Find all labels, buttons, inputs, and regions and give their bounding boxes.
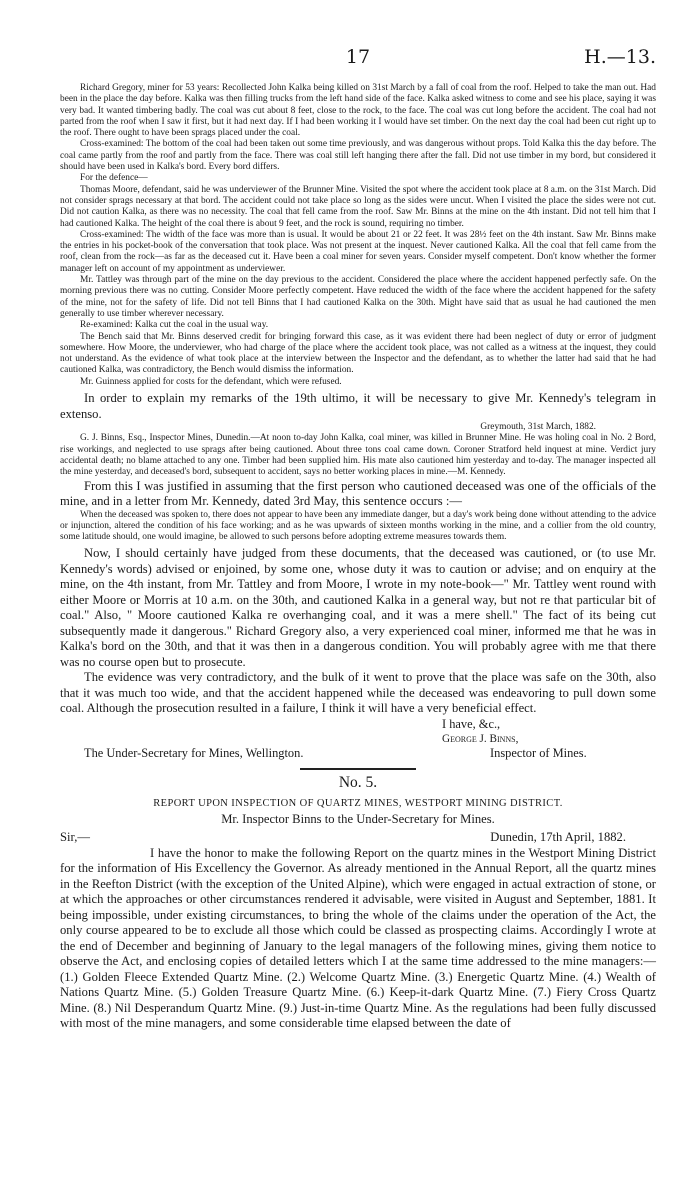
evidence-paragraph: Re-examined: Kalka cut the coal in the usual way. bbox=[80, 320, 269, 331]
report-date: Dunedin, 17th April, 1882. bbox=[490, 829, 626, 844]
report-heading: REPORT UPON INSPECTION OF QUARTZ MINES, WESTPORT MINING DISTRICT. bbox=[153, 797, 563, 809]
telegram-dateline: Greymouth, 31st March, 1882. bbox=[480, 422, 596, 433]
report-body: I have the honor to make the following Report on the quartz mines in the Westport Mining District for the information of His Excellency the Governor. As already mentioned in the Annual Report, all the quartz mines in the Reefton District (with the exception of the United Alpine), which were engaged in actual extraction of stone, or at which the approaches or other circumstances rendered it advisable, were visited in August and September, 1881. It being impossible, under existing circumstances, to bring the whole of the claims under the operation of the Act, the only course appeared to be to exclude all those which could be classed as prospecting claims. Accordingly I wrote at the end of December and beginning of January to the legal managers of the following mines, giving them notice to observe the Act, and enclosing copies of detailed letters which I at the same time addressed to the mine managers:—(1.) Golden Fleece Extended Quartz Mine. (2.) Welcome Quartz Mine. (3.) Energetic Quartz Mine. (4.) Wealth of Nations Quartz Mine. (5.) Golden Treasure Quartz Mine. (6.) Keep-it-dark Quartz Mine. (7.) Fiery Cross Quartz Mine. (8.) Nil Desperandum Quartz Mine. (9.) Just-in-time Quartz Mine. As the regulations had been fully discussed with most of the mine managers, and some considerable time elapsed between the date of bbox=[60, 845, 656, 1031]
page-content bbox=[60, 83, 656, 1032]
explanation-paragraph: In order to explain my remarks of the 19th ultimo, it will be necessary to give Mr. Kennedy's telegram in extenso. bbox=[60, 391, 656, 421]
letter-quote: When the deceased was spoken to, there does not appear to have been any immediate danger, but a day's work being done without attending to the advice or injunction, altered the condition of his face working; and as he was upwards of sixteen months working in the mine, and a collier from the old country, some latitude should, one would imagine, be allowed to such persons before adopting extreme measures towards them. bbox=[60, 509, 656, 543]
salutation: Sir,— bbox=[60, 829, 90, 844]
evidence-paragraph: For the defence— bbox=[80, 173, 148, 184]
evidence-paragraph: Mr. Tattley was through part of the mine on the day previous to the accident. Considered the place where the accident happened perfectly safe. On the morning previous there was no cutting. Consider Moore perfectly competent. Have reduced the width of the face where the accident happened for the safety of the mine, not for the safety of life. Did not tell Binns that I had cautioned Kalka on the 30th. Might have said that as usual he had cautioned the men generally to use timber wherever necessary. bbox=[60, 275, 656, 319]
section-divider bbox=[300, 768, 416, 770]
signatory-title: Inspector of Mines. bbox=[490, 745, 587, 760]
page-header bbox=[60, 46, 656, 72]
justification-paragraph: From this I was justified in assuming that the first person who cautioned deceased was one of the officials of the mine, and in a letter from Mr. Kennedy, dated 3rd May, this sentence occurs :— bbox=[60, 478, 656, 508]
document-reference: H.—13. bbox=[584, 46, 656, 68]
report-number: No. 5. bbox=[338, 773, 378, 791]
closing-salutation: I have, &c., bbox=[442, 716, 501, 731]
court-evidence bbox=[60, 83, 656, 388]
evidence-paragraph: The Bench said that Mr. Binns deserved credit for bringing forward this case, as it was evident there had been neglect of duty or error of judgment somewhere. How Moore, the underviewer, who had charge of the place where the accident took place, was not called as a witness at the inquest, they could not understand. As the evidence of what took place at the interview between the Inspector and the defendant, as to whether the latter had said that he had cautioned Kalka, was contradictory, the Bench would dismiss the information. bbox=[60, 331, 656, 376]
evidence-paragraph: Richard Gregory, miner for 53 years: Recollected John Kalka being killed on 31st March by a fall of coal from the roof. Helped to take the man out. Had been in the place the day before. Kalka was then filling trucks from the left hand side of the face. Kalka asked witness to come and see his place, saying it was very bad. It wanted timbering badly. The coal was cut about 8 feet, close to the rock, to the face. The coal was cut long before the accident. The coal had not parted from the roof when I saw it first, but it had next day. If I had been working it I would have set timber. On the next day the coal had been cut right up to the roof. There ought to have been sprags placed under the coal. bbox=[60, 83, 656, 139]
evidence-paragraph: Mr. Guinness applied for costs for the defendant, which were refused. bbox=[80, 376, 342, 387]
addressee: The Under-Secretary for Mines, Wellington. bbox=[84, 745, 304, 760]
evidence-summary-paragraph: The evidence was very contradictory, and the bulk of it went to prove that the place was safe on the 30th, also that it was much too wide, and that the accident happened while the deceased was endeavoring to pull down some coal. Although the prosecution resulted in a failure, I think it will have a very beneficial effect. bbox=[60, 670, 656, 716]
evidence-paragraph: Thomas Moore, defendant, said he was underviewer of the Brunner Mine. Visited the spot where the accident took place at 8 a.m. on the 31st March. Did not consider sprags necessary at that bord. The accident could not take place so long as the sides were uncut. When I visited the place the sides were not cut. Did not caution Kalka, as there was no necessity. The coal that fell came from the roof. Saw Mr. Binns at the mine on the 4th instant. Did not tell him that I had cautioned Kalka. The height of the coal there is about 9 feet, and the rock is sound, requiring no timber. bbox=[60, 184, 656, 229]
salutation-line bbox=[60, 829, 656, 846]
report-from-to: Mr. Inspector Binns to the Under-Secretary for Mines. bbox=[221, 811, 495, 826]
page-number: 17 bbox=[345, 46, 371, 68]
conclusion-paragraph: Now, I should certainly have judged from these documents, that the deceased was cautioned, or (to use Mr. Kennedy's words) advised or enjoined, by some one, whose duty it was to caution or advise; and on enquiry at the mine, on the 4th instant, from Mr. Tattley and from Moore, I wrote in my note-book—" Mr. Tattley went round with either Moore or Morris at 10 a.m. on the 30th, and cautioned Kalka in a general way, but not re that particular bit of coal." Also, " Moore cautioned Kalka re overhanging coal, and it was a mere shell." The fact of its being cut subsequently made it dangerous." Richard Gregory also, a very experienced coal miner, informed me that he was in Kalka's bord on the 30th, and that it was then in a dangerous condition. You will probably agree with me that there was no course open but to prosecute. bbox=[60, 546, 656, 669]
telegram-body: G. J. Binns, Esq., Inspector Mines, Dunedin.—At noon to-day John Kalka, coal miner, was killed in Brunner Mine. He was holing coal in No. 2 Bord, rise workings, and neglected to use sprags after being cautioned. About three tons coal came down. Coroner Stratford held inquest at mine. Verdict jury accidental death; no blame attached to any one. Timber had been supplied him. His mate also cautioned him yesterday and to-day. The manager inspected all the mine yesterday, and deceased's bord, subsequent to accident, says no better working places in mine.—M. Kennedy. bbox=[60, 433, 656, 478]
signature-block bbox=[60, 716, 656, 760]
evidence-paragraph: Cross-examined: The bottom of the coal had been taken out some time previously, and was dangerous without props. Told Kalka this the day before. The coal came partly from the roof and partly from the face. There was coal still left hanging there after the fall. Did not use timber in my bord, but considered it should have been used in Kalka's bord. Every bord differs. bbox=[60, 139, 656, 173]
evidence-paragraph: Cross-examined: The width of the face was more than is usual. It would be about 21 or 22 feet. It was 28½ feet on the 4th instant. Saw Mr. Binns make the entries in his pocket-book of the conversation that took place. Was not present at the inquest. Never cautioned Kalka. All the coal that fell came from the roof, clean from the rock—as far as the deceased cut it. Have been a coal miner for seven years. Consider myself competent. Don't know whether the former manager left on account of my appointment as underviewer. bbox=[60, 229, 656, 274]
signatory-name: George J. Binns, bbox=[442, 732, 519, 745]
